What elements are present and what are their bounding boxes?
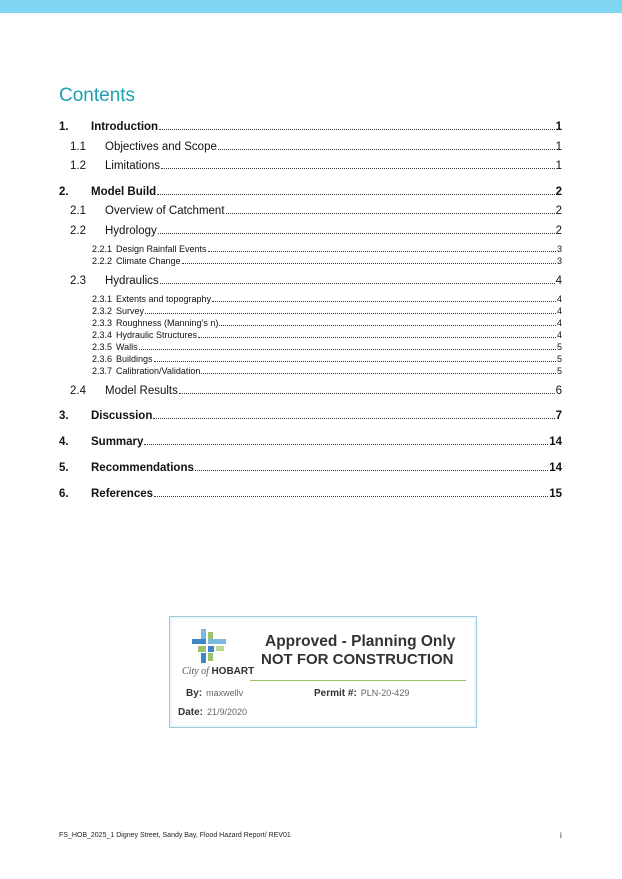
toc-entry[interactable] bbox=[70, 384, 562, 397]
toc-label: Hydrology bbox=[105, 224, 157, 237]
toc-entry[interactable] bbox=[59, 487, 562, 500]
toc-number: 6. bbox=[59, 487, 69, 500]
toc-number: 2.1 bbox=[70, 204, 86, 217]
toc-page: 14 bbox=[549, 435, 562, 448]
document-footer: FS_HOB_2025_1 Digney Street, Sandy Bay, Flood Hazard Report/ REV01 bbox=[59, 832, 291, 839]
city-of-hobart-logo-icon bbox=[192, 629, 228, 663]
toc-entry[interactable] bbox=[92, 306, 562, 316]
page-title: Contents bbox=[59, 85, 136, 106]
toc-page: 4 bbox=[555, 274, 562, 287]
toc-label: References bbox=[91, 487, 154, 500]
stamp-permit: Permit #: PLN-20-429 bbox=[314, 688, 410, 699]
toc-entry[interactable] bbox=[92, 244, 562, 254]
toc-label: Limitations bbox=[105, 159, 160, 172]
toc-page: 4 bbox=[556, 306, 562, 316]
toc-page: 4 bbox=[556, 318, 562, 328]
toc-entry[interactable] bbox=[59, 461, 562, 474]
approval-stamp bbox=[169, 616, 477, 728]
toc-page: 15 bbox=[549, 487, 562, 500]
toc-page: 5 bbox=[556, 354, 562, 364]
toc-number: 2.3.4 bbox=[92, 330, 113, 340]
toc-page: 14 bbox=[549, 461, 562, 474]
stamp-approver: By: maxwellv bbox=[186, 688, 244, 699]
toc-entry[interactable] bbox=[92, 318, 562, 328]
toc-entry[interactable] bbox=[70, 140, 562, 153]
toc-label: Model Build bbox=[91, 185, 157, 198]
toc-number: 2.2.1 bbox=[92, 244, 113, 254]
toc-label: Design Rainfall Events bbox=[116, 244, 207, 254]
toc-page: 4 bbox=[556, 294, 562, 304]
toc-entry[interactable] bbox=[92, 354, 562, 364]
toc-entry[interactable] bbox=[70, 224, 562, 237]
toc-entry[interactable] bbox=[92, 330, 562, 340]
stamp-approval-text: Approved - Planning Only bbox=[265, 633, 456, 650]
toc-label: Climate Change bbox=[116, 256, 181, 266]
toc-label: Discussion bbox=[91, 409, 153, 422]
toc-page: 5 bbox=[556, 342, 562, 352]
toc-entry[interactable] bbox=[59, 185, 562, 198]
toc-entry[interactable] bbox=[59, 409, 562, 422]
toc-number: 1. bbox=[59, 120, 69, 133]
toc-page: 1 bbox=[555, 140, 562, 153]
toc-number: 2.3.7 bbox=[92, 366, 113, 376]
toc-number: 2.2.2 bbox=[92, 256, 113, 266]
stamp-divider bbox=[250, 680, 466, 681]
toc-label: Extents and topography bbox=[116, 294, 212, 304]
toc-entry[interactable] bbox=[92, 256, 562, 266]
top-color-bar bbox=[0, 0, 622, 13]
toc-page: 5 bbox=[556, 366, 562, 376]
toc-label: Hydraulics bbox=[105, 274, 159, 287]
toc-entry[interactable] bbox=[59, 435, 562, 448]
toc-number: 2.3.6 bbox=[92, 354, 113, 364]
stamp-date: Date: 21/9/2020 bbox=[178, 707, 248, 718]
toc-label: Introduction bbox=[91, 120, 159, 133]
toc-label: Survey bbox=[116, 306, 145, 316]
toc-label: Buildings bbox=[116, 354, 153, 364]
toc-page: 2 bbox=[555, 204, 562, 217]
toc-page: 3 bbox=[556, 256, 562, 266]
toc-entry[interactable] bbox=[70, 204, 562, 217]
toc-entry[interactable] bbox=[92, 366, 562, 376]
toc-entry[interactable] bbox=[70, 274, 562, 287]
toc-page: 3 bbox=[556, 244, 562, 254]
toc-entry[interactable] bbox=[70, 159, 562, 172]
toc-number: 3. bbox=[59, 409, 69, 422]
toc-label: Model Results bbox=[105, 384, 178, 397]
toc-page: 1 bbox=[555, 120, 562, 133]
toc-label: Calibration/Validation bbox=[116, 366, 201, 376]
toc-page: 7 bbox=[555, 409, 562, 422]
toc-page: 6 bbox=[555, 384, 562, 397]
toc-number: 2.2 bbox=[70, 224, 86, 237]
toc-number: 4. bbox=[59, 435, 69, 448]
toc-entry[interactable] bbox=[59, 120, 562, 133]
toc-label: Hydraulic Structures bbox=[116, 330, 198, 340]
toc-label: Objectives and Scope bbox=[105, 140, 217, 153]
toc-label: Overview of Catchment bbox=[105, 204, 225, 217]
toc-number: 2.3.3 bbox=[92, 318, 113, 328]
toc-entry[interactable] bbox=[92, 342, 562, 352]
toc-number: 2.3 bbox=[70, 274, 86, 287]
toc-page: 1 bbox=[555, 159, 562, 172]
toc-label: Recommendations bbox=[91, 461, 194, 474]
toc-number: 2.3.5 bbox=[92, 342, 113, 352]
toc-page: 2 bbox=[555, 224, 562, 237]
toc-label: Summary bbox=[91, 435, 144, 448]
toc-number: 2.3.2 bbox=[92, 306, 113, 316]
toc-page: 2 bbox=[555, 185, 562, 198]
toc-page: 4 bbox=[556, 330, 562, 340]
toc-number: 1.2 bbox=[70, 159, 86, 172]
toc-number: 1.1 bbox=[70, 140, 86, 153]
stamp-warning-text: NOT FOR CONSTRUCTION bbox=[261, 651, 454, 668]
toc-label: Walls bbox=[116, 342, 138, 352]
toc-entry[interactable] bbox=[92, 294, 562, 304]
toc-label: Roughness (Manning’s n) bbox=[116, 318, 219, 328]
toc-number: 2.3.1 bbox=[92, 294, 113, 304]
toc-number: 5. bbox=[59, 461, 69, 474]
page-number: i bbox=[560, 831, 562, 840]
toc-number: 2. bbox=[59, 185, 69, 198]
logo-wordmark: City of HOBART bbox=[182, 666, 255, 677]
toc-number: 2.4 bbox=[70, 384, 86, 397]
